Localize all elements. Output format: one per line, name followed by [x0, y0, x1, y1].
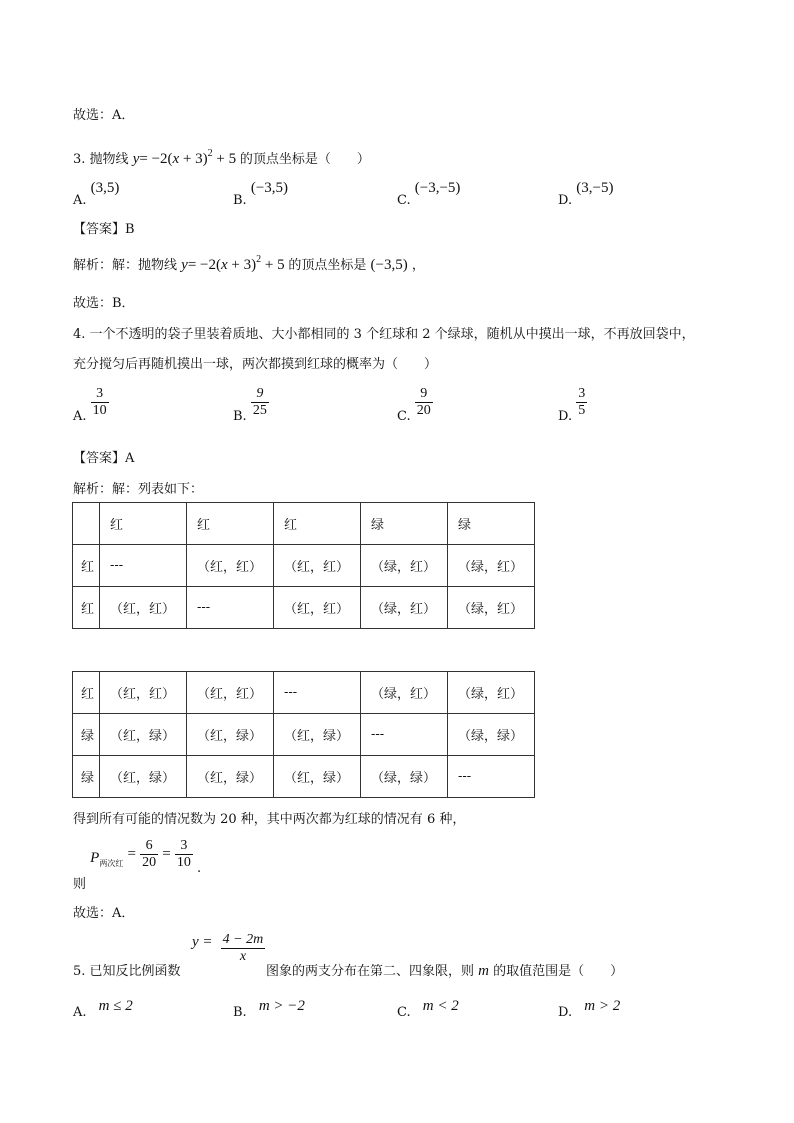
q4-probability-formula: 则 $P_{两次红}$ = $\frac{6}{20}$ = $\frac{3}{10}$ .	[73, 838, 202, 892]
table-cell: （绿，红）	[448, 545, 535, 587]
q4-option-d: D. $\frac{3}{5}$	[558, 386, 586, 424]
q4-answer: 【答案】A	[73, 451, 135, 466]
q5-suffix: 图象的两支分布在第二、四象限，则 m 的取值范围是（ ）	[266, 963, 624, 979]
table-cell	[73, 503, 100, 545]
table-cell: （红，红）	[100, 672, 187, 714]
table-cell: ---	[187, 587, 274, 629]
table-cell: （红，绿）	[100, 714, 187, 756]
table-cell: （红，绿）	[274, 714, 361, 756]
q2-choose-text: 故选：A．	[73, 108, 135, 123]
table-cell: （红，红）	[274, 587, 361, 629]
table-cell: （红，绿）	[187, 756, 274, 798]
table-cell: ---	[100, 545, 187, 587]
q3-suffix: 的顶点坐标是（ ）	[239, 152, 370, 167]
table-cell: （红，绿）	[100, 756, 187, 798]
table-cell: 绿	[448, 503, 535, 545]
table-cell: （绿，红）	[448, 587, 535, 629]
q4-stem-line2: 充分搅匀后再随机摸出一球，两次都摸到红球的概率为（ ）	[73, 357, 438, 372]
table-cell: 红	[187, 503, 274, 545]
q4-stem-line1: 4. 一个不透明的袋子里装着质地、大小都相同的 3 个红球和 2 个绿球，随机从中摸出一球，不再放回袋中，	[73, 327, 695, 342]
table-cell: （红，绿）	[274, 756, 361, 798]
table-cell: ---	[448, 756, 535, 798]
q3-analysis: 解析：解：抛物线 $y= -2(x + 3)^2 + 5$ 的顶点坐标是 (−3,5) ，	[73, 254, 425, 273]
q3-stem	[73, 148, 370, 168]
q5-option-b: B. m > −2	[233, 998, 305, 1020]
q3-formula: $y= -2(x + 3)^2 + 5$	[132, 148, 237, 167]
table-cell: （绿，绿）	[361, 756, 448, 798]
table-row	[73, 587, 535, 629]
table-cell: （绿，红）	[361, 672, 448, 714]
q3-option-d: D. (3,−5)	[558, 180, 614, 208]
table-cell: 绿	[73, 756, 100, 798]
q3-choose: 故选：B．	[73, 296, 135, 311]
q3-option-c: C. (−3,−5)	[397, 180, 461, 208]
table-cell: （红，红）	[274, 545, 361, 587]
table-cell: （红，红）	[100, 587, 187, 629]
table-cell: 红	[73, 672, 100, 714]
q4-conclusion: 得到所有可能的情况数为 20 种，其中两次都为红球的情况有 6 种，	[73, 812, 466, 827]
q4-analysis-intro: 解析：解：列表如下：	[73, 482, 204, 497]
table-row	[73, 672, 535, 714]
table-cell: （绿，绿）	[448, 714, 535, 756]
table-cell: 红	[73, 587, 100, 629]
table-cell: （红，绿）	[187, 714, 274, 756]
table-cell: （红，红）	[187, 672, 274, 714]
q3-analysis-formula: $y= -2(x + 3)^2 + 5$	[181, 254, 285, 273]
q3-option-b: B. (−3,5)	[233, 180, 289, 208]
probability-table-1	[72, 502, 535, 629]
table-cell: （绿，红）	[361, 587, 448, 629]
table-row	[73, 756, 535, 798]
probability-table-2	[72, 671, 535, 798]
table-cell: （红，红）	[187, 545, 274, 587]
q3-answer: 【答案】B	[73, 222, 135, 237]
q4-option-b: B. $\frac{9}{25}$	[233, 386, 267, 424]
q3-option-a: A. (3,5)	[73, 180, 120, 208]
table-cell: 红	[73, 545, 100, 587]
table-cell: ---	[274, 672, 361, 714]
table-cell: 绿	[361, 503, 448, 545]
table-cell: （绿，红）	[361, 545, 448, 587]
table-cell: 红	[274, 503, 361, 545]
q5-option-d: D. m > 2	[558, 998, 621, 1020]
table-row	[73, 545, 535, 587]
q3-prefix: 3. 抛物线	[73, 152, 129, 167]
q4-option-a: A. $\frac{3}{10}$	[73, 386, 107, 424]
table-row	[73, 503, 535, 545]
q5-option-a: A. m ≤ 2	[73, 998, 133, 1020]
table-cell: 绿	[73, 714, 100, 756]
q5-option-c: C. m < 2	[397, 998, 459, 1020]
q4-option-c: C. $\frac{9}{20}$	[397, 386, 431, 424]
table-cell: 红	[100, 503, 187, 545]
q5-prefix: 5. 已知反比例函数	[73, 964, 181, 979]
table-row	[73, 714, 535, 756]
table-cell: （绿，红）	[448, 672, 535, 714]
q4-choose: 故选：A．	[73, 906, 135, 921]
table-cell: ---	[361, 714, 448, 756]
q5-formula: y = $\frac{4 - 2m}{x}$	[192, 932, 264, 964]
